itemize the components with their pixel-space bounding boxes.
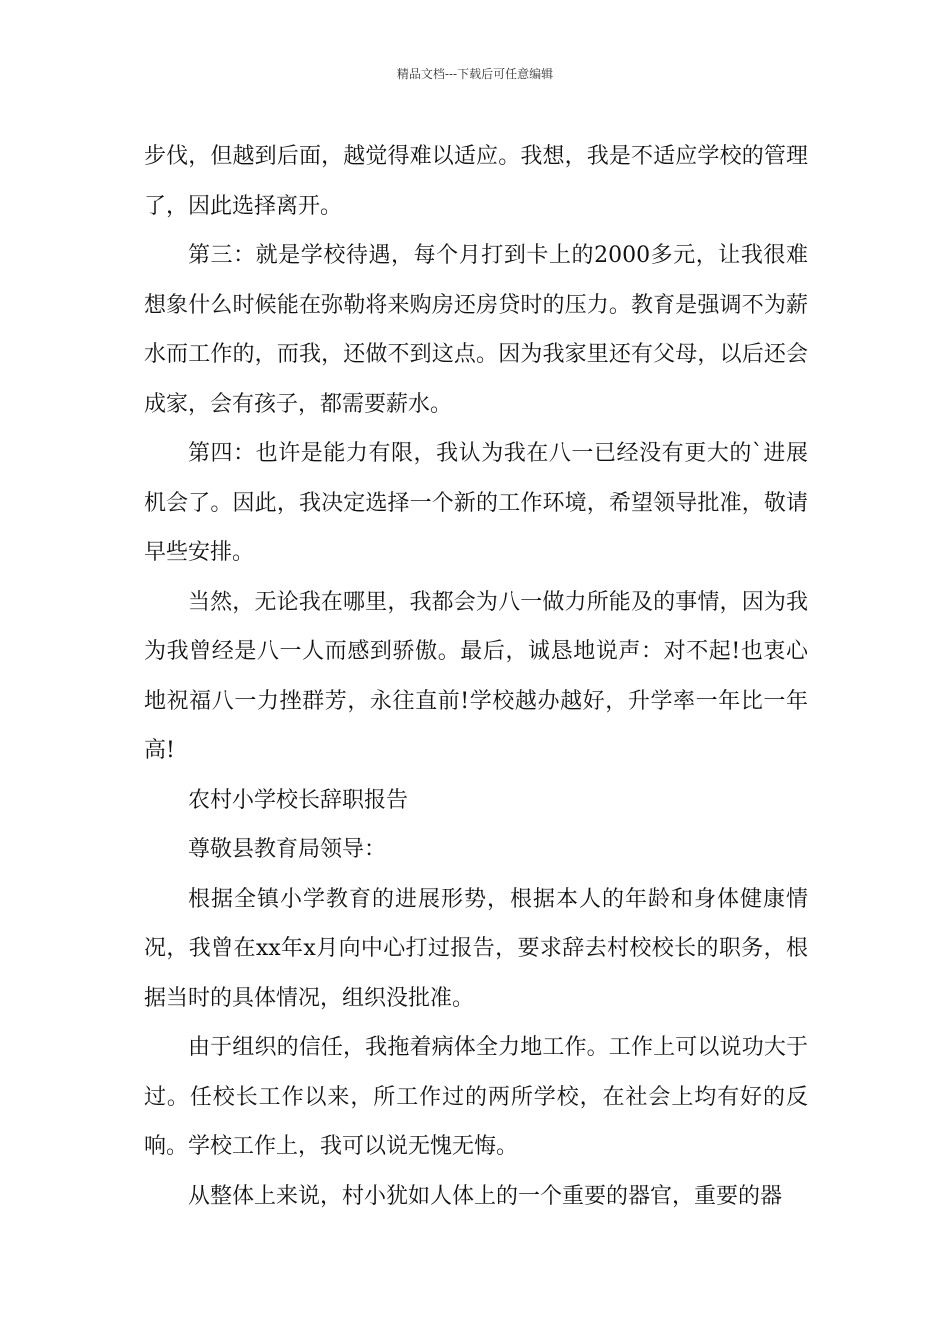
page-header: 精品文档---下载后可任意编辑 bbox=[396, 67, 554, 81]
paragraph-overall: 从整体上来说，村小犹如人体上的一个重要的器官，重要的器 bbox=[188, 1183, 783, 1209]
paragraph-background: 根据全镇小学教育的进展形势，根据本人的年龄和身体健康情况，我曾在xx年x月向中心打过报告，要求辞去村校校长的职务，根据当时的具体情况，组织没批准。 bbox=[144, 886, 808, 1011]
document-body bbox=[144, 132, 808, 1221]
salutation: 尊敬县教育局领导： bbox=[188, 837, 387, 862]
paragraph-work-review: 由于组织的信任，我拖着病体全力地工作。工作上可以说功大于过。任校长工作以来，所工作过的两所学校，在社会上均有好的反响。学校工作上，我可以说无愧无悔。 bbox=[144, 1035, 808, 1159]
paragraph-point-three: 第三：就是学校待遇，每个月打到卡上的2000多元，让我很难想象什么时候能在弥勒将来购房还房贷时的压力。教育是强调不为薪水而工作的，而我，还做不到这点。因为我家里还有父母，以后还会成家，会有孩子，都需要薪水。 bbox=[144, 243, 808, 417]
paragraph-continuation: 步伐，但越到后面，越觉得难以适应。我想，我是不适应学校的管理了，因此选择离开。 bbox=[144, 144, 808, 219]
paragraph-closing: 当然，无论我在哪里，我都会为八一做力所能及的事情，因为我为我曾经是八一人而感到骄傲。最后，诚恳地说声：对不起!也衷心地祝福八一力挫群芳，永往直前!学校越办越好，升学率一年比一年高! bbox=[144, 589, 808, 763]
section-title: 农村小学校长辞职报告 bbox=[188, 787, 409, 813]
paragraph-point-four: 第四：也许是能力有限，我认为我在八一已经没有更大的`进展机会了。因此，我决定选择一个新的工作环境，希望领导批准，敬请早些安排。 bbox=[144, 441, 808, 565]
